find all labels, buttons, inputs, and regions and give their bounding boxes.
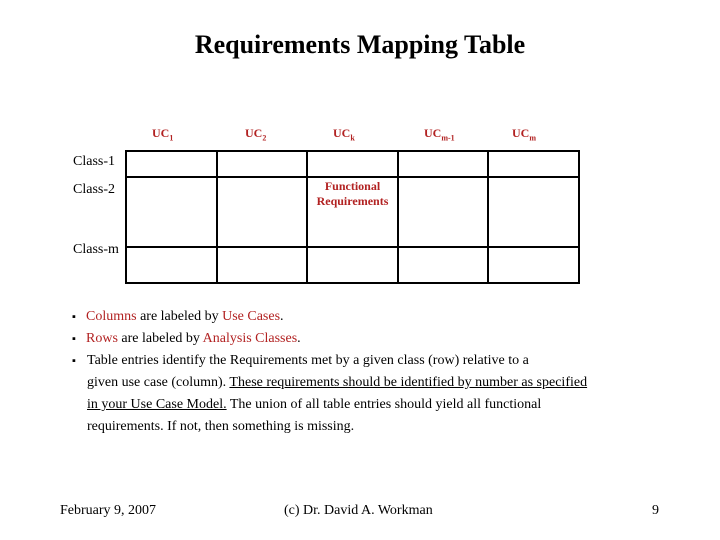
bullet-text-line2 (86, 372, 652, 394)
column-header-sub: 2 (262, 133, 267, 143)
table-cell (307, 151, 398, 177)
row-label-class-2: Class-2 (73, 182, 115, 197)
column-header-uc1 (152, 126, 173, 142)
keyword-rows: Rows (86, 331, 118, 346)
bullet-text-line1: Table entries identify the Requirements met by a given class (row) relative to a (87, 353, 529, 368)
table-cell (488, 177, 579, 247)
cell-entry-line2: Requirements (316, 194, 389, 208)
page-title: Requirements Mapping Table (194, 30, 526, 59)
bullet-icon: ▪ (72, 311, 76, 323)
column-header-uck (333, 126, 355, 142)
bullet-icon: ▪ (72, 333, 76, 345)
keyword-use-cases: Use Cases (222, 309, 281, 324)
footer-author: (c) Dr. David A. Workman (284, 503, 433, 518)
column-header-ucm-1 (424, 126, 455, 142)
table-row (126, 247, 579, 283)
column-header-base: UC (333, 126, 351, 140)
page-number: 9 (652, 503, 659, 518)
row-label-class-m: Class-m (73, 242, 119, 257)
table-row (126, 151, 579, 177)
column-header-sub: 1 (169, 133, 174, 143)
column-header-uc2 (245, 126, 266, 142)
keyword-analysis-classes: Analysis Classes (202, 331, 298, 346)
bullet-text: are labeled by (117, 331, 203, 346)
column-header-base: UC (424, 126, 442, 140)
bullet-rows (72, 328, 652, 350)
bullet-text: are labeled by (136, 309, 223, 324)
bullet-text: . (297, 331, 301, 346)
table-cell (488, 151, 579, 177)
column-header-base: UC (512, 126, 530, 140)
bullet-text: given use case (column). (87, 375, 230, 390)
table-cell (217, 177, 308, 247)
table-cell (217, 151, 308, 177)
footer-date: February 9, 2007 (60, 503, 157, 518)
column-header-sub: k (350, 133, 355, 143)
bullet-icon: ▪ (72, 355, 76, 367)
bullet-text-line4: requirements. If not, then something is missing. (87, 419, 355, 434)
table-cell (126, 177, 217, 247)
table-cell (126, 247, 217, 283)
column-header-base: UC (245, 126, 263, 140)
table-cell (398, 177, 489, 247)
row-label-class-1: Class-1 (73, 154, 115, 169)
cell-entry-line1: Functional (324, 179, 381, 193)
bullet-table-entries (72, 350, 652, 438)
table-row (126, 177, 579, 247)
underlined-text: These requirements should be identified by number as specified (229, 375, 588, 390)
bullet-list (72, 306, 652, 438)
keyword-columns: Columns (86, 309, 137, 324)
column-header-sub: m (529, 133, 537, 143)
table-cell (126, 151, 217, 177)
bullet-text: . (280, 309, 284, 324)
bullet-columns (72, 306, 652, 328)
table-cell (488, 247, 579, 283)
table-cell (217, 247, 308, 283)
bullet-text-line3 (86, 394, 652, 416)
table-cell (398, 247, 489, 283)
functional-requirements-cell (307, 177, 398, 247)
bullet-text: The union of all table entries should yield all functional (226, 397, 542, 412)
column-header-ucm (512, 126, 536, 142)
column-header-sub: m-1 (441, 133, 455, 143)
table-cell (398, 151, 489, 177)
underlined-text: in your Use Case Model. (87, 397, 227, 412)
column-header-base: UC (152, 126, 170, 140)
table-cell (307, 247, 398, 283)
mapping-table (125, 150, 580, 284)
